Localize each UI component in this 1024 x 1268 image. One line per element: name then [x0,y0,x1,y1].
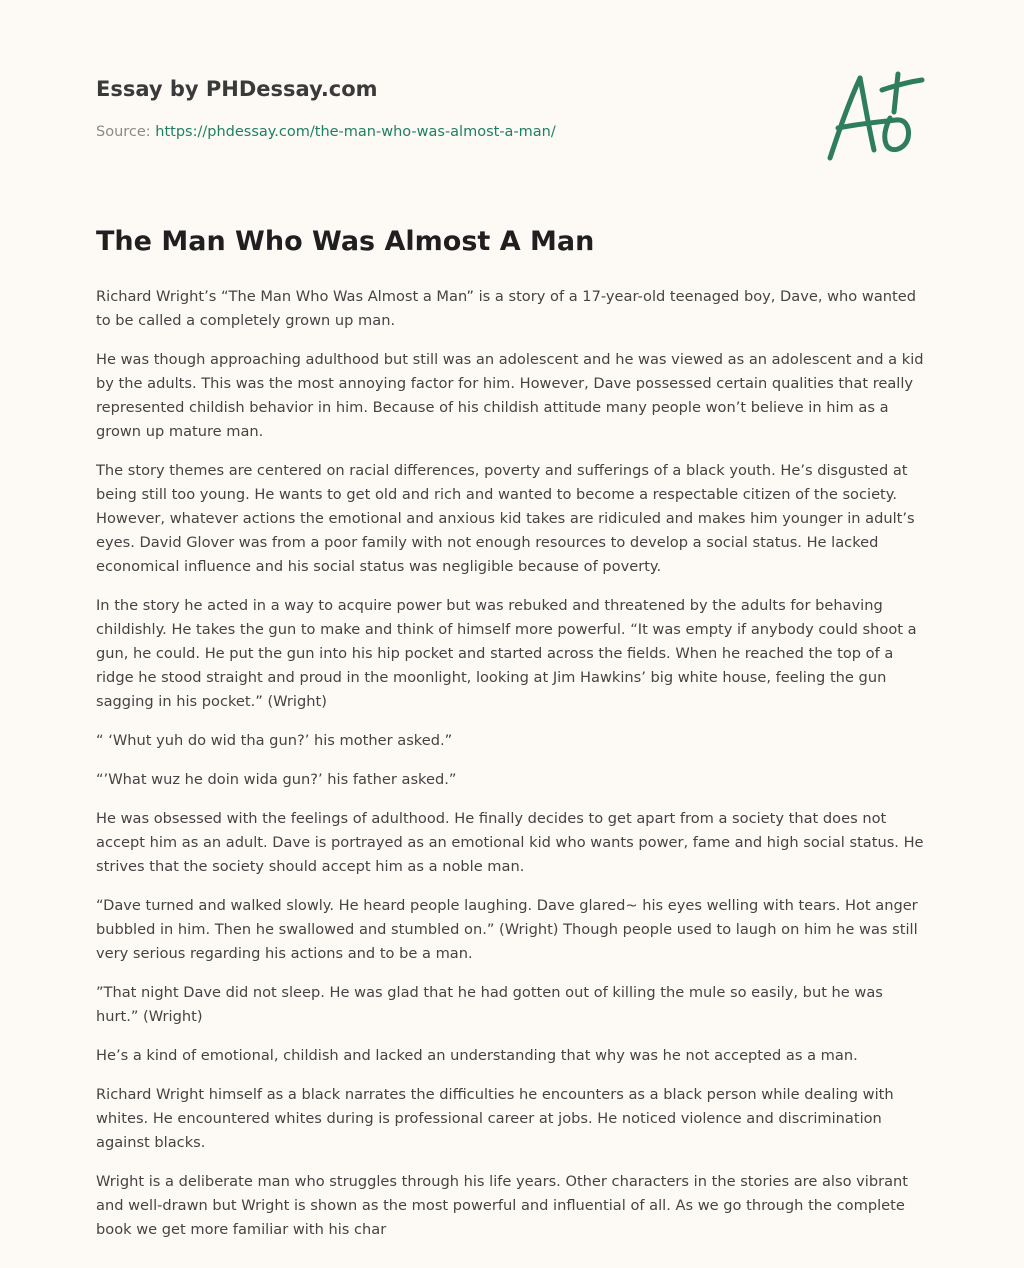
paragraph: ”That night Dave did not sleep. He was glad that he had gotten out of killing the mule so easily, but he was hurt.” (Wright) [96,984,883,1025]
source-link[interactable]: https://phdessay.com/the-man-who-was-almost-a-man/ [155,124,556,140]
essay-body [96,285,928,1257]
paragraph: He was obsessed with the feelings of adulthood. He finally decides to get apart from a society that does not accept him as an adult. Dave is portrayed as an emotional kid who wants power, fame and high social status. He strives that the society should accept him as a noble man. [96,810,924,875]
paragraph: In the story he acted in a way to acquire power but was rebuked and threatened by the adults for behaving childishly. He takes the gun to make and think of himself more powerful. “It was empty if anybody could shoot a gun, he could. He put the gun into his hip pocket and started across the fields. When he reached the top of a ridge he stood straight and proud in the moonlight, looking at Jim Hawkins’ big white house, feeling the gun sagging in his pocket.” (Wright) [96,597,917,710]
paragraph: “Dave turned and walked slowly. He heard people laughing. Dave glared~ his eyes welling with tears. Hot anger bubbled in him. Then he swallowed and stumbled on.” (Wright) Though people used to laugh on him he was still very serious regarding his actions and to be a man. [96,897,918,962]
paragraph: He’s a kind of emotional, childish and lacked an understanding that why was he not accepted as a man. [96,1047,858,1064]
essay-title: The Man Who Was Almost A Man [96,226,595,257]
source-label: Source: [96,124,151,140]
paragraph: Richard Wright himself as a black narrates the difficulties he encounters as a black person while dealing with whites. He encountered whites during is professional career at jobs. He noticed violence and discrimination against blacks. [96,1086,894,1151]
source-line [96,124,556,140]
brand-title: Essay by PHDessay.com [96,77,378,101]
paragraph: He was though approaching adulthood but still was an adolescent and he was viewed as an adolescent and a kid by the adults. This was the most annoying factor for him. However, Dave possessed certain qualities that really represented childish behavior in him. Because of his childish attitude many people won’t believe in him as a grown up mature man. [96,351,924,440]
paragraph: “’What wuz he doin wida gun?’ his father asked.” [96,771,457,788]
paragraph: “ ‘Whut yuh do wid tha gun?’ his mother asked.” [96,732,453,749]
a-plus-grade-icon [824,68,928,164]
paragraph: Wright is a deliberate man who struggles through his life years. Other characters in the stories are also vibrant and well-drawn but Wright is shown as the most powerful and influential of all. As we go through the complete book we get more familiar with his char [96,1173,909,1238]
paragraph: The story themes are centered on racial differences, poverty and sufferings of a black youth. He’s disgusted at being still too young. He wants to get old and rich and wanted to become a respectable citizen of the society. However, whatever actions the emotional and anxious kid takes are ridiculed and makes him younger in adult’s eyes. David Glover was from a poor family with not enough resources to develop a social status. He lacked economical influence and his social status was negligible because of poverty. [96,462,915,575]
paragraph: Richard Wright’s “The Man Who Was Almost a Man” is a story of a 17-year-old teenaged boy, Dave, who wanted to be called a completely grown up man. [96,288,916,329]
